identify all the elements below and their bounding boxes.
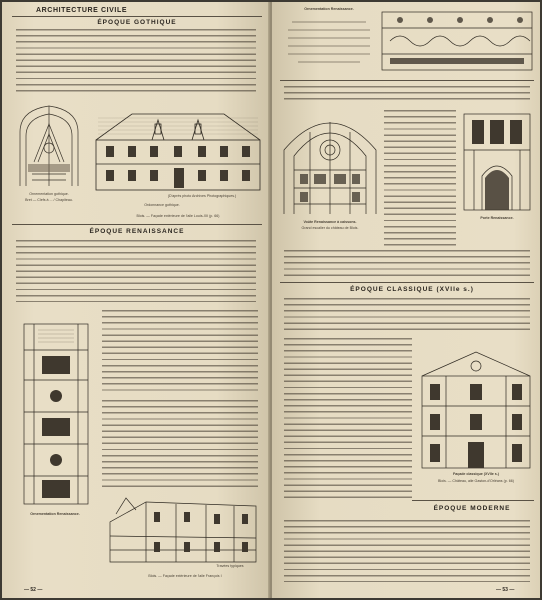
book-spread <box>2 2 540 598</box>
caption-facade-classique: Façade classique (XVIIe s.) <box>453 472 499 476</box>
section-heading-gothique: ÉPOQUE GOTHIQUE <box>97 19 177 26</box>
paragraph-decoration <box>102 400 258 488</box>
gothic-ornament-illustration <box>12 102 86 190</box>
paragraph-evolution <box>102 310 258 394</box>
section-heading-classique: ÉPOQUE CLASSIQUE (XVIIe s.) <box>350 286 474 293</box>
renaissance-ornament-illustration <box>14 320 98 510</box>
page-number-right: — 53 — <box>496 587 515 593</box>
paragraph-renaissance-end <box>284 250 530 278</box>
caption-voute: Voûte Renaissance à caissons. <box>303 220 357 224</box>
ornament-legend-block <box>284 16 374 72</box>
paragraph-middle-column <box>384 110 456 250</box>
caption-photo-credit: (D'après photo Archives Photographiques.) <box>167 194 237 198</box>
vault-caissons-illustration <box>280 110 380 218</box>
right-page <box>272 2 540 598</box>
caption-porte: Porte Renaissance. <box>480 216 514 220</box>
section-heading-renaissance: ÉPOQUE RENAISSANCE <box>89 228 185 235</box>
paragraph-renaissance-intro <box>16 240 256 302</box>
caption-facade-legend: Blois. — Façade extérieure de l'aile Louis-XII (p. 66) <box>136 214 220 218</box>
paragraph-classique <box>284 298 530 334</box>
caption-travees: Travées typiques <box>216 564 244 568</box>
facade-classique-illustration <box>418 346 534 470</box>
paragraph-renaissance-style <box>284 86 530 104</box>
caption-ornamentation: Ornementation gothique. <box>29 192 69 196</box>
paragraph-gothic-intro <box>16 29 256 93</box>
caption-ordonnance: Ordonnance gothique. <box>144 203 180 207</box>
francois-i-wing-illustration <box>106 492 264 568</box>
running-head: ARCHITECTURE CIVILE <box>36 7 128 14</box>
caption-ornementation-right: Ornementation Renaissance. <box>304 7 354 11</box>
frieze-illustration <box>380 8 534 74</box>
louis-xii-facade-illustration <box>92 106 264 192</box>
caption-voute-legend: Grand escalier du château de Blois. <box>301 226 359 230</box>
left-page <box>2 2 270 598</box>
page-number-left: — 52 — <box>24 587 43 593</box>
caption-travees-legend: Blois. — Façade extérieure de l'aile François I <box>148 574 222 578</box>
caption-ornament-parts: Bret — Clefs à ... / Chapiteau. <box>25 198 73 202</box>
paragraph-moderne <box>284 520 530 582</box>
section-heading-moderne: ÉPOQUE MODERNE <box>433 505 511 512</box>
paragraph-classique-2 <box>284 338 412 498</box>
porte-renaissance-illustration <box>460 110 534 214</box>
caption-ornementation-renaissance: Ornementation Renaissance. <box>30 512 80 516</box>
caption-facade-classique-legend: Blois. — Château, aile Gaston-d'Orléans (p. 66) <box>438 479 514 483</box>
